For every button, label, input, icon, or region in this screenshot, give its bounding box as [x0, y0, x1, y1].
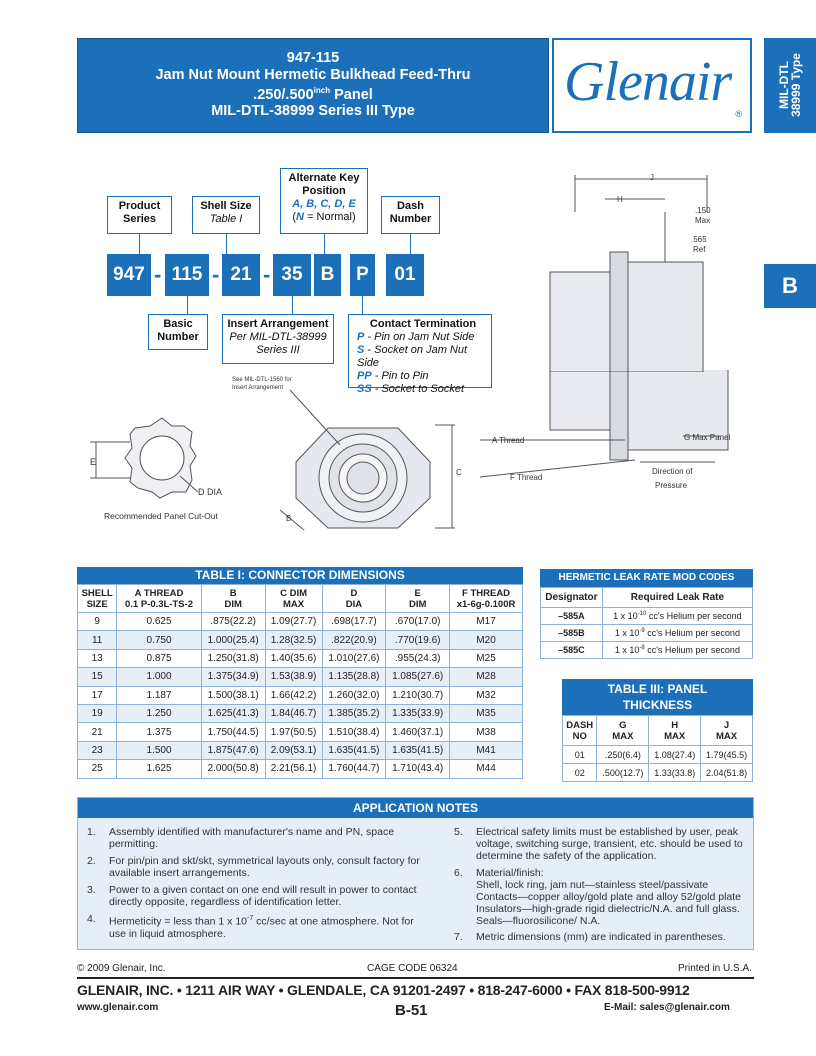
- contact-desc-pp: - Pin to Pin: [371, 370, 429, 382]
- table1-header-0: [78, 585, 117, 613]
- table-cell: 1.335(33.9): [386, 704, 450, 722]
- table-connector-dimensions: [77, 567, 523, 779]
- contact-desc-p: - Pin on Jam Nut Side: [364, 331, 475, 343]
- table-cell: 1.40(35.6): [265, 649, 322, 667]
- note-1: [87, 826, 429, 850]
- table-cell: 1.08(27.4): [649, 746, 701, 764]
- table2-header-rate: Required Leak Rate: [602, 588, 752, 608]
- table3-header-3-line-0: J: [723, 719, 730, 731]
- table-cell: M20: [450, 631, 523, 649]
- leak-rate-unit: cc's Helium per second: [644, 645, 740, 655]
- table3-title-l2: THICKNESS: [622, 698, 693, 712]
- contact-desc-ss: - Socket to Socket: [371, 383, 465, 395]
- table1-header-6-line-1: x1-6g-0.100R: [456, 598, 516, 610]
- title-line-3b: Panel: [330, 86, 373, 103]
- table1-header-4: [322, 585, 386, 613]
- table-cell: 1.33(33.8): [649, 764, 701, 782]
- title-line-3-sup: inch: [313, 86, 331, 95]
- leak-rate-unit: cc's Helium per second: [644, 628, 740, 638]
- table-cell: 1.000: [117, 668, 202, 686]
- table1-header-5-line-0: E: [414, 587, 421, 599]
- table-cell: 1.375: [117, 723, 202, 741]
- footer-copyright: © 2009 Glenair, Inc.: [77, 963, 166, 974]
- title-line-3: .250/.500: [253, 86, 314, 103]
- table-cell: 1.375(34.9): [201, 668, 265, 686]
- note-5-text: Electrical safety limits must be established by user, peak voltage, switching surge, transient, etc. should be used to determine the safety of the application.: [476, 826, 743, 862]
- leak-rate-exp: -9: [639, 628, 645, 634]
- table-row: [78, 723, 523, 741]
- label-shell-size-l2: Table I: [209, 213, 243, 225]
- note-7-num: 7.: [454, 931, 463, 943]
- table-cell: M17: [450, 613, 523, 631]
- table-cell: 1.385(35.2): [322, 704, 386, 722]
- table-cell: .770(19.6): [386, 631, 450, 649]
- leak-rate-exp: -10: [637, 611, 647, 617]
- note-3-num: 3.: [87, 884, 96, 896]
- table3-grid: [562, 715, 753, 782]
- contact-code-s: S: [357, 344, 365, 356]
- pn-part-basic: 115: [165, 254, 209, 296]
- table1-header-5: [386, 585, 450, 613]
- table3-header-1: [597, 716, 649, 746]
- table-row: [78, 704, 523, 722]
- table1-header-6-line-0: F THREAD: [462, 587, 511, 599]
- table1-header-2: [201, 585, 265, 613]
- contact-code-ss: SS: [357, 383, 372, 395]
- table-cell: 1.460(37.1): [386, 723, 450, 741]
- table-panel-thickness: [562, 679, 753, 782]
- table-cell: 2.09(53.1): [265, 741, 322, 759]
- note-7: [454, 931, 746, 943]
- note-6-l5: Seals—fluorosilicone/ N.A.: [476, 915, 601, 927]
- table1-header-3: [265, 585, 322, 613]
- panel-cutout-drawing: [90, 418, 198, 498]
- pn-part-contact: P: [350, 254, 375, 296]
- leak-rate-base: 1 x 10: [613, 611, 638, 621]
- table1-header-2-line-0: B: [229, 587, 237, 599]
- table-row: [78, 686, 523, 704]
- dim-565: .565: [691, 235, 707, 244]
- table-row: [78, 649, 523, 667]
- contact-code-pp: PP: [357, 370, 372, 382]
- footer-web[interactable]: www.glenair.com: [77, 1002, 159, 1013]
- table3-header-1-line-0: G: [619, 719, 627, 731]
- table-cell: 17: [78, 686, 117, 704]
- table-cell: 1.66(42.2): [265, 686, 322, 704]
- label-insert-l1: Insert Arrangement: [227, 318, 329, 330]
- table-cell: 1.875(47.6): [201, 741, 265, 759]
- table-cell: .955(24.3): [386, 649, 450, 667]
- table-row: [78, 760, 523, 778]
- leak-rate-base: 1 x 10: [614, 645, 640, 655]
- note-6-l3: Contacts—copper alloy/gold plate and alloy 52/gold plate: [476, 891, 742, 903]
- leak-rate-unit: cc's Helium per second: [646, 611, 742, 621]
- label-basic-number-l2: Number: [157, 331, 199, 343]
- table1-header-3-line-0: C DIM: [280, 587, 307, 599]
- table2-title: HERMETIC LEAK RATE MOD CODES: [540, 569, 753, 587]
- contact-desc-s: - Socket on Jam Nut Side: [357, 344, 468, 369]
- note-6-num: 6.: [454, 867, 463, 879]
- table-cell: 13: [78, 649, 117, 667]
- table-cell: 0.875: [117, 649, 202, 667]
- label-product-series: [107, 196, 172, 234]
- label-alt-key: [280, 168, 368, 234]
- table1-grid: [77, 584, 523, 779]
- contact-code-p: P: [357, 331, 365, 343]
- see-note-l2: Insert Arrangement: [232, 385, 284, 391]
- side-tab: [764, 38, 816, 133]
- footer-cage: CAGE CODE 06324: [367, 963, 458, 974]
- table-row: [563, 746, 753, 764]
- label-insert-l3: Series III: [256, 344, 300, 356]
- note-2: [87, 855, 429, 879]
- label-dash-number-l2: Number: [389, 213, 432, 225]
- table-cell: 25: [78, 760, 117, 778]
- dim-e-label: E: [90, 457, 97, 467]
- note-4-sup: -7: [247, 915, 254, 922]
- table1-header-row: [78, 585, 523, 613]
- dim-d-dia-label: D DIA: [198, 487, 223, 497]
- label-alt-key-l4b: N: [296, 211, 304, 223]
- table-cell: .670(17.0): [386, 613, 450, 631]
- note-4-text-b: cc/sec at one atmosphere. Not for use in liquid atmosphere.: [109, 915, 414, 940]
- pn-dash-1: -: [154, 262, 162, 287]
- table1-header-3-line-1: MAX: [282, 598, 305, 610]
- table-row: [78, 668, 523, 686]
- g-max-label: G Max Panel: [684, 433, 731, 442]
- application-notes: [77, 797, 754, 950]
- leak-designator: –585C: [541, 642, 603, 659]
- table1-title: TABLE I: CONNECTOR DIMENSIONS: [77, 567, 523, 584]
- table-row: [563, 764, 753, 782]
- table-cell: 1.010(27.6): [322, 649, 386, 667]
- footer-email[interactable]: E-Mail: sales@glenair.com: [604, 1002, 730, 1013]
- table-cell: M41: [450, 741, 523, 759]
- note-4-text-a: Hermeticity = less than 1 x 10: [109, 915, 248, 928]
- pn-part-product: 947: [107, 254, 151, 296]
- table1-header-1-line-1: 0.1 P-0.3L-TS-2: [124, 598, 194, 610]
- label-alt-key-l4a: (: [292, 211, 297, 223]
- table-cell: 2.04(51.8): [701, 764, 753, 782]
- note-5-num: 5.: [454, 826, 463, 838]
- title-line-1: 947-115: [286, 50, 340, 66]
- note-6-l1: Material/finish:: [476, 867, 544, 879]
- table-row: [78, 631, 523, 649]
- table-cell: M28: [450, 668, 523, 686]
- note-3: [87, 884, 429, 908]
- label-alt-key-l4c: = Normal): [303, 211, 356, 223]
- table-cell: .822(20.9): [322, 631, 386, 649]
- table1-header-2-line-1: DIM: [224, 598, 242, 610]
- table-cell: M35: [450, 704, 523, 722]
- leak-rate-base: 1 x 10: [614, 628, 640, 638]
- table1-header-6: [450, 585, 523, 613]
- note-1-text: Assembly identified with manufacturer's name and PN, space permitting.: [109, 826, 395, 850]
- table-cell: 1.210(30.7): [386, 686, 450, 704]
- glenair-logo: [552, 38, 752, 133]
- leak-rate-exp: -8: [639, 645, 645, 651]
- direction-l1: Direction of: [652, 467, 693, 476]
- footer-address: GLENAIR, INC. • 1211 AIR WAY • GLENDALE, CA 91201-2497 • 818-247-6000 • FAX 818-500-9912: [77, 982, 690, 998]
- table-row: [78, 741, 523, 759]
- table-cell: 1.635(41.5): [322, 741, 386, 759]
- table-cell: 0.625: [117, 613, 202, 631]
- leak-designator: –585B: [541, 625, 603, 642]
- label-product-series-l1: Product: [118, 200, 161, 212]
- table2-header-designator: Designator: [541, 588, 603, 608]
- side-view-drawing: [480, 370, 731, 477]
- label-alt-key-l2: Position: [302, 185, 346, 197]
- title-line-2: Jam Nut Mount Hermetic Bulkhead Feed-Thru: [155, 66, 471, 83]
- table-cell: 1.500: [117, 741, 202, 759]
- table-cell: 2.000(50.8): [201, 760, 265, 778]
- a-thread-label: A Thread: [492, 436, 525, 445]
- note-6-l4: Insulators—high-grade rigid dielectric/N.A. and full glass.: [476, 903, 740, 915]
- footer-page-number: B-51: [395, 1002, 428, 1019]
- table-cell: .875(22.2): [201, 613, 265, 631]
- label-shell-size-l1: Shell Size: [200, 200, 252, 212]
- note-5: [454, 826, 746, 862]
- technical-drawing: [80, 370, 760, 530]
- note-3-text: Power to a given contact on one end will result in power to contact directly opposite, regardless of identification letter.: [109, 884, 417, 908]
- leak-rate: [602, 608, 752, 625]
- table-cell: .698(17.7): [322, 613, 386, 631]
- table1-header-1: [117, 585, 202, 613]
- table2-grid: [540, 587, 753, 659]
- notes-title: APPLICATION NOTES: [78, 798, 753, 818]
- pn-dash-3: -: [263, 262, 271, 287]
- label-insert-arrangement: [222, 314, 334, 364]
- table-cell: 1.84(46.7): [265, 704, 322, 722]
- leak-rate: [602, 625, 752, 642]
- table-cell: 1.28(32.5): [265, 631, 322, 649]
- direction-l2: Pressure: [655, 481, 688, 490]
- logo-text: Glenair: [564, 51, 732, 113]
- side-tab-line-1: MIL-DTL: [777, 61, 791, 109]
- table1-header-0-line-1: SIZE: [86, 598, 108, 610]
- table1-header-1-line-0: A THREAD: [134, 587, 184, 599]
- table-cell: 23: [78, 741, 117, 759]
- table-cell: M25: [450, 649, 523, 667]
- table-cell: 1.710(43.4): [386, 760, 450, 778]
- label-alt-key-l3: A, B, C, D, E: [292, 198, 356, 210]
- table-cell: 1.260(32.0): [322, 686, 386, 704]
- table-cell: M44: [450, 760, 523, 778]
- table-cell: 9: [78, 613, 117, 631]
- pn-dash-2: -: [212, 262, 220, 287]
- table-row: [78, 613, 523, 631]
- f-thread-label: F Thread: [510, 473, 543, 482]
- table3-header-0-line-0: DASH: [566, 719, 594, 731]
- table-cell: M38: [450, 723, 523, 741]
- pn-part-insert: 35: [273, 254, 311, 296]
- table3-title-l1: TABLE III: PANEL: [607, 682, 708, 696]
- table3-header-0: [563, 716, 597, 746]
- footer-printed: Printed in U.S.A.: [678, 963, 752, 974]
- dim-j-label: J: [650, 173, 654, 182]
- logo-registered: ®: [735, 109, 742, 119]
- table-cell: 0.750: [117, 631, 202, 649]
- note-6-l2: Shell, lock ring, jam nut—stainless steel/passivate: [476, 879, 709, 891]
- section-tab: B: [764, 264, 816, 308]
- label-dash-number: [381, 196, 440, 234]
- dim-565-ref: Ref: [693, 245, 706, 254]
- footer-rule: [77, 977, 754, 979]
- dim-b-label: B: [286, 514, 292, 523]
- table-cell: 02: [563, 764, 597, 782]
- dim-c-label: C: [456, 468, 462, 477]
- table-row: [541, 642, 753, 659]
- table-cell: 1.635(41.5): [386, 741, 450, 759]
- table1-header-0-line-0: SHELL: [81, 587, 113, 599]
- table-row: [541, 625, 753, 642]
- table1-header-4-line-0: D: [350, 587, 358, 599]
- table1-header-4-line-1: DIA: [345, 598, 363, 610]
- table-cell: 1.187: [117, 686, 202, 704]
- title-line-4: MIL-DTL-38999 Series III Type: [211, 103, 415, 120]
- side-tab-line-2: 38999 Type: [789, 53, 803, 117]
- table-cell: .250(6.4): [597, 746, 649, 764]
- table-cell: 1.79(45.5): [701, 746, 753, 764]
- table-cell: 1.000(25.4): [201, 631, 265, 649]
- table-cell: 1.250: [117, 704, 202, 722]
- table-cell: 15: [78, 668, 117, 686]
- table-cell: 1.760(44.7): [322, 760, 386, 778]
- note-4-num: 4.: [87, 913, 96, 925]
- pn-part-dash: 01: [386, 254, 424, 296]
- see-note-l1: See MIL-DTL-1560 for: [232, 377, 292, 383]
- note-2-num: 2.: [87, 855, 96, 867]
- note-2-text: For pin/pin and skt/skt, symmetrical layouts only, consult factory for available insert arrangements.: [109, 855, 420, 879]
- table-cell: 1.085(27.6): [386, 668, 450, 686]
- table-cell: 2.21(56.1): [265, 760, 322, 778]
- table-cell: 1.625: [117, 760, 202, 778]
- table3-header-3: [701, 716, 753, 746]
- label-contact-title: Contact Termination: [369, 318, 477, 330]
- pn-part-key: B: [314, 254, 341, 296]
- table3-header-0-line-1: NO: [572, 730, 587, 742]
- table-leak-rate: [540, 569, 753, 659]
- table3-header-2-line-0: H: [671, 719, 679, 731]
- table3-header-2-line-1: MAX: [664, 730, 686, 742]
- front-view-drawing: [280, 390, 455, 530]
- leak-rate: [602, 642, 752, 659]
- table-cell: 1.625(41.3): [201, 704, 265, 722]
- table-cell: 11: [78, 631, 117, 649]
- note-7-text: Metric dimensions (mm) are indicated in parentheses.: [476, 931, 726, 943]
- label-basic-number: [148, 314, 208, 350]
- leak-designator: –585A: [541, 608, 603, 625]
- note-6: [454, 867, 746, 927]
- label-product-series-l2: Series: [122, 213, 157, 225]
- label-alt-key-l1: Alternate Key: [288, 172, 360, 184]
- label-shell-size: [192, 196, 260, 234]
- label-insert-l2: Per MIL-DTL-38999: [229, 331, 327, 343]
- table-cell: 19: [78, 704, 117, 722]
- note-4: [87, 913, 429, 940]
- table-cell: 1.97(50.5): [265, 723, 322, 741]
- table-cell: 1.250(31.8): [201, 649, 265, 667]
- pn-part-shell: 21: [222, 254, 260, 296]
- table-cell: 1.750(44.5): [201, 723, 265, 741]
- table-cell: 1.53(38.9): [265, 668, 322, 686]
- table3-header-1-line-1: MAX: [612, 730, 634, 742]
- table-cell: 1.09(27.7): [265, 613, 322, 631]
- dim-h-label: H: [617, 195, 623, 204]
- table-cell: 01: [563, 746, 597, 764]
- table-cell: 1.135(28.8): [322, 668, 386, 686]
- table3-header-3-line-1: MAX: [716, 730, 738, 742]
- table1-header-5-line-1: DIM: [408, 598, 427, 610]
- cutout-caption: Recommended Panel Cut-Out: [104, 511, 218, 521]
- label-basic-number-l1: Basic: [163, 318, 193, 330]
- table-cell: .500(12.7): [597, 764, 649, 782]
- title-banner: [77, 38, 549, 133]
- note-1-num: 1.: [87, 826, 96, 838]
- side-view-top: [545, 172, 745, 372]
- dim-150: .150: [695, 206, 711, 215]
- dim-150-max: Max: [695, 216, 711, 225]
- table3-header-2: [649, 716, 701, 746]
- label-dash-number-l1: Dash: [397, 200, 424, 212]
- table-row: [541, 608, 753, 625]
- table-cell: M32: [450, 686, 523, 704]
- table-cell: 1.500(38.1): [201, 686, 265, 704]
- table-cell: 1.510(38.4): [322, 723, 386, 741]
- table-cell: 21: [78, 723, 117, 741]
